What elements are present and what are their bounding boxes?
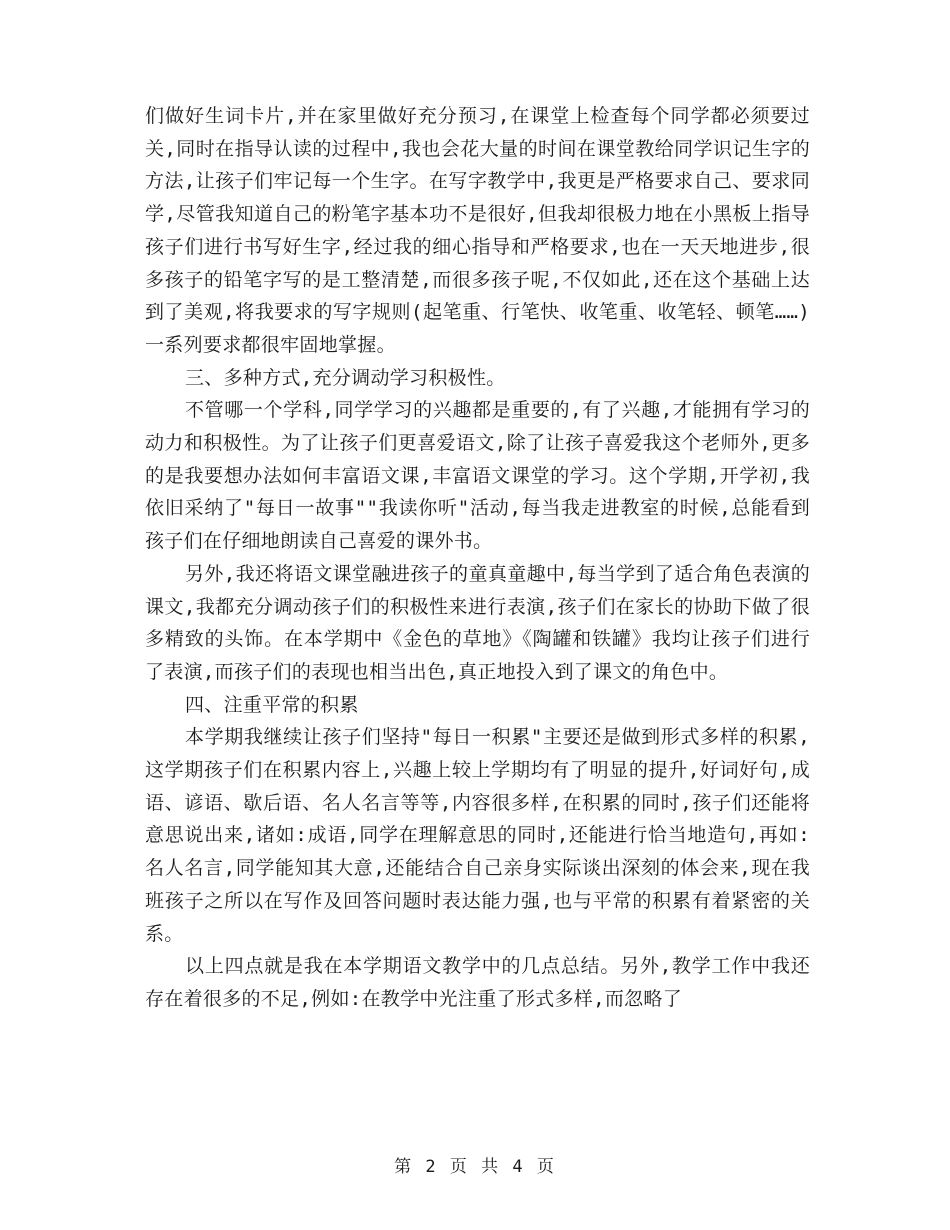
section-heading-three: 三、多种方式,充分调动学习积极性。 xyxy=(185,366,506,389)
paragraph-role-play: 另外,我还将语文课堂融进孩子的童真童趣中,每当学到了适合角色表演的课文,我都充分调动孩子们的积极性来进行表演,孩子们在家长的协助下做了很多精致的头饰。在本学期中《金色的草地》《陶罐和铁罐》我均让孩子们进行了表演,而孩子们的表现也相当出色,真正地投入到了课文的角色中。 xyxy=(145,562,810,683)
document-body xyxy=(145,100,810,1016)
paragraph-summary: 以上四点就是我在本学期语文教学中的几点总结。另外,教学工作中我还存在着很多的不足,例如:在教学中光注重了形式多样,而忽略了 xyxy=(145,955,810,1010)
paragraph-accumulation: 本学期我继续让孩子们坚持"每日一积累"主要还是做到形式多样的积累,这学期孩子们在积累内容上,兴趣上较上学期均有了明显的提升,好词好句,成语、谚语、歇后语、名人名言等等,内容很多样,在积累的同时,孩子们还能将意思说出来,诸如:成语,同学在理解意思的同时,还能进行恰当地造句,再如:名人名言,同学能知其大意,还能结合自己亲身实际谈出深刻的体会来,现在我班孩子之所以在写作及回答问题时表达能力强,也与平常的积累有着紧密的关系。 xyxy=(145,726,810,945)
section-heading-four: 四、注重平常的积累 xyxy=(185,693,359,716)
paragraph-continued: 们做好生词卡片,并在家里做好充分预习,在课堂上检查每个同学都必须要过关,同时在指导认读的过程中,我也会花大量的时间在课堂教给同学识记生字的方法,让孩子们牢记每一个生字。在写字教学中,我更是严格要求自己、要求同学,尽管我知道自己的粉笔字基本功不是很好,但我却很极力地在小黑板上指导孩子们进行书写好生字,经过我的细心指导和严格要求,也在一天天地进步,很多孩子的铅笔字写的是工整清楚,而很多孩子呢,不仅如此,还在这个基础上达到了美观,将我要求的写字规则(起笔重、行笔快、收笔重、收笔轻、顿笔……)一系列要求都很牢固地掌握。 xyxy=(145,105,810,356)
page-footer: 第 2 页 共 4 页 xyxy=(394,1157,556,1177)
paragraph-interest: 不管哪一个学科,同学学习的兴趣都是重要的,有了兴趣,才能拥有学习的动力和积极性。为了让孩子们更喜爱语文,除了让孩子喜爱我这个老师外,更多的是我要想办法如何丰富语文课,丰富语文课堂的学习。这个学期,开学初,我依旧采纳了"每日一故事""我读你听"活动,每当我走进教室的时候,总能看到孩子们在仔细地朗读自己喜爱的课外书。 xyxy=(145,399,810,553)
